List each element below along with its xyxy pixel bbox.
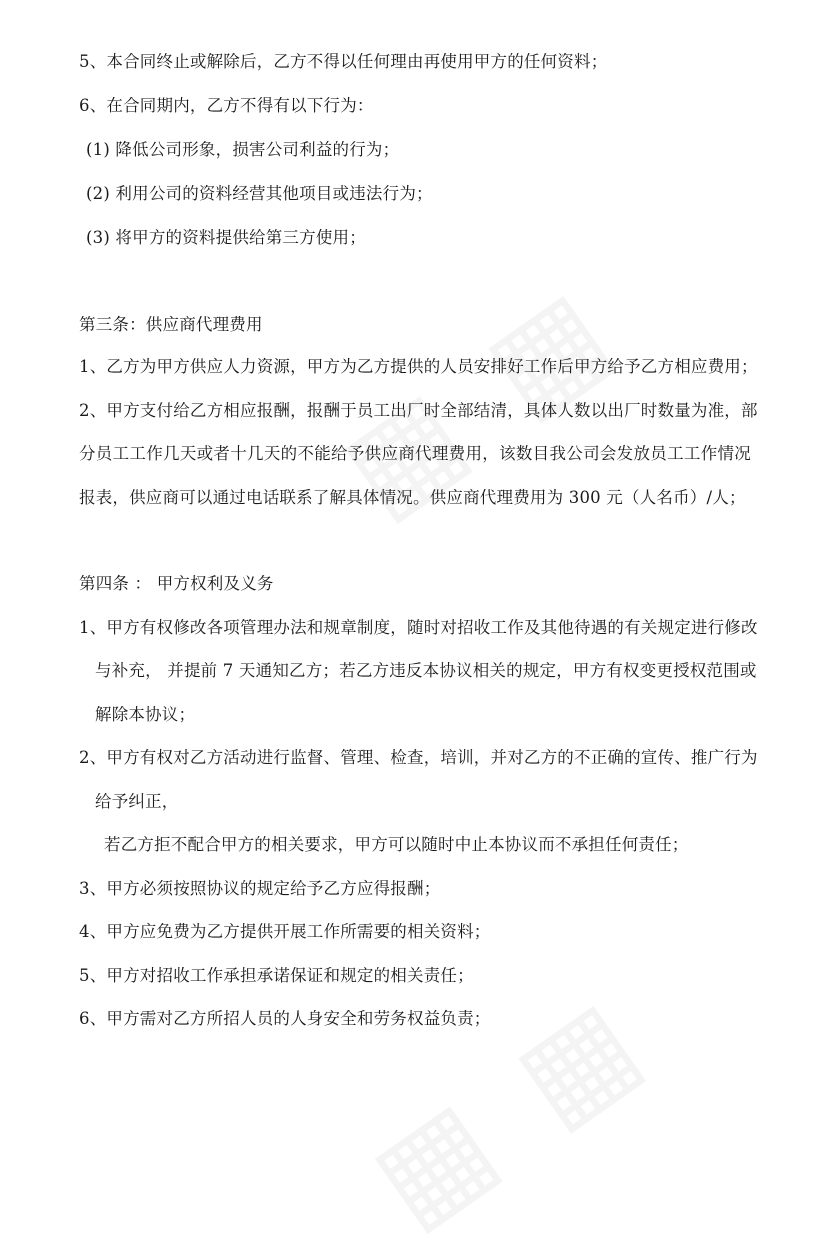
section-heading-article-3: 第三条：供应商代理费用 [79,315,263,334]
article-4-item-6: 6、甲方需对乙方所招人员的人身安全和劳务权益负责； [79,1009,491,1028]
article-4-item-3: 3、甲方必须按照协议的规定给予乙方应得报酬； [79,879,441,898]
sub-item-3: (3) 将甲方的资料提供给第三方使用； [86,228,366,247]
article-3-item-1: 1、乙方为甲方供应人力资源，甲方为乙方提供的人员安排好工作后甲方给予乙方相应费用； [79,357,758,376]
article-4-item-1-line-2: 与补充， 并提前 7 天通知乙方；若乙方违反本协议相关的规定，甲方有权变更授权范围或 [95,661,757,680]
article-4-item-2-line-3: 若乙方拒不配合甲方的相关要求，甲方可以随时中止本协议而不承担任何责任； [104,835,689,854]
article-4-item-2-line-2: 给予纠正， [95,792,179,811]
clause-line-5: 5、本合同终止或解除后，乙方不得以任何理由再使用甲方的任何资料； [79,52,608,71]
article-4-item-5: 5、甲方对招收工作承担承诺保证和规定的相关责任； [79,966,474,985]
article-4-item-2-line-1: 2、甲方有权对乙方活动进行监督、管理、检查，培训，并对乙方的不正确的宣传、推广行为 [79,748,758,767]
article-3-item-2-line-2: 分员工工作几天或者十几天的不能给予供应商代理费用，该数目我公司会发放员工工作情况 [79,444,751,463]
sub-item-1: (1) 降低公司形象，损害公司利益的行为； [86,140,400,159]
article-4-item-1-line-1: 1、甲方有权修改各项管理办法和规章制度，随时对招收工作及其他待遇的有关规定进行修改 [79,618,758,637]
article-3-item-2-line-3: 报表，供应商可以通过电话联系了解具体情况。供应商代理费用为 300 元（人名币）/人； [79,488,746,507]
sub-item-2: (2) 利用公司的资料经营其他项目或违法行为； [86,184,433,203]
article-3-item-2-line-1: 2、甲方支付给乙方相应报酬，报酬于员工出厂时全部结清，具体人数以出厂时数量为准，部 [79,401,758,420]
clause-line-6: 6、在合同期内，乙方不得有以下行为： [79,96,374,115]
article-4-item-4: 4、甲方应免费为乙方提供开展工作所需要的相关资料； [79,922,491,941]
article-4-item-1-line-3: 解除本协议； [95,705,196,724]
section-heading-article-4: 第四条 ： 甲方权利及义务 [79,574,274,593]
